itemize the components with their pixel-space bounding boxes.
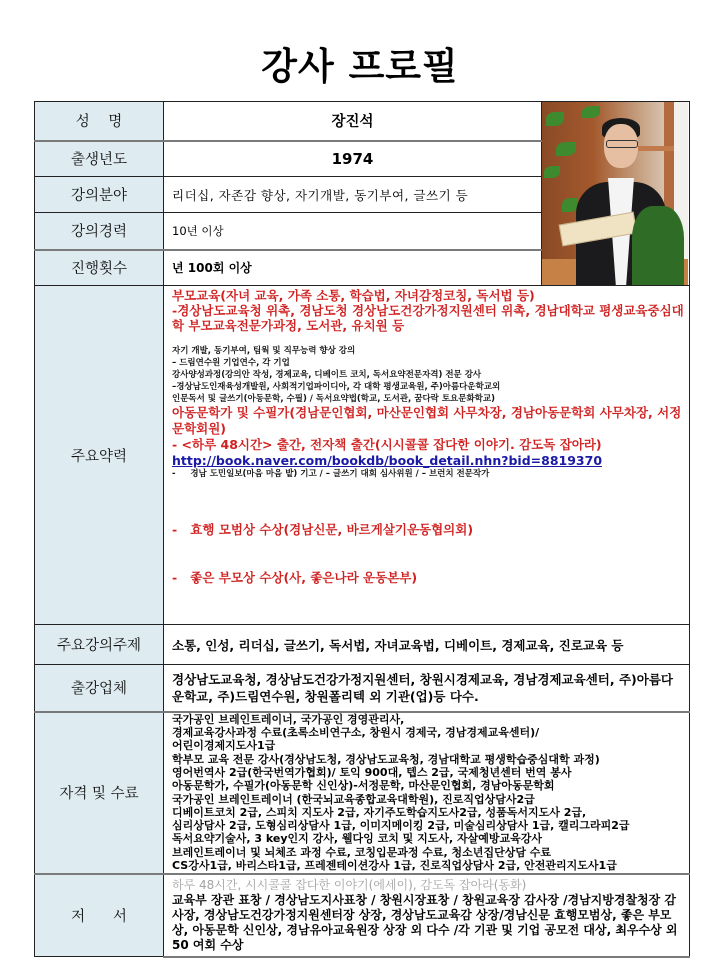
fields-label: 강의분야 xyxy=(35,177,164,213)
qualification-line: CS강사1급, 바리스타1급, 프레젠테이션강사 1급, 진로직업상담사 2급, 안전관리지도사1급 xyxy=(172,858,617,872)
history-line: –경상남도인재육성개발원, 사회적기업파이디아, 각 대학 평생교육원, 주)아름다운학교외 xyxy=(172,382,501,392)
qualification-line: 디베이트코치 2급, 스피치 지도사 2급, 자기주도학습지도사2급, 성품독서지도사 2급, xyxy=(172,805,587,819)
career-value: 10년 이상 xyxy=(164,213,542,250)
history-parent-education xyxy=(172,288,689,333)
qualification-line: 영어번역사 2급(한국번역가협회)/ 토익 900대, 텝스 2급, 국제청년센터 번역 봉사 xyxy=(172,765,572,779)
history-lecture-list xyxy=(172,345,689,405)
history-line: 강사양성과정(강의안 작성, 경제교육, 디베이트 코치, 독서요약전문자격) 전문 강사 xyxy=(172,370,482,380)
history-writer xyxy=(172,405,689,453)
publications-label: 저 서 xyxy=(35,874,164,957)
birth-year-value: 1974 xyxy=(164,141,542,177)
qualification-line: 독서요약기술사, 3 key인지 강사, 웰다잉 코치 및 지도사, 자살예방교육강사 xyxy=(172,832,543,846)
history-line: 아동문학가 및 수필가(경남문인협회, 마산문인협회 사무차장, 경남아동문학회 사무차장, 서정문학회원) xyxy=(172,405,682,436)
row-clients xyxy=(35,665,690,712)
history-line: 자기 개발, 동기부여, 팀웍 및 직무능력 향상 강의 xyxy=(172,346,356,356)
qualification-line: 브레인트레이너 및 뇌체조 과정 수료, 코칭입문과정 수료, 청소년집단상담 수료 xyxy=(172,845,552,859)
topics-label: 주요강의주제 xyxy=(35,625,164,665)
fields-value: 리더십, 자존감 향상, 자기개발, 동기부여, 글쓰기 등 xyxy=(164,177,542,213)
qualifications-value xyxy=(164,712,690,874)
count-label: 진행횟수 xyxy=(35,250,164,286)
award-line: - 효행 모범상 수상(경남신문, 바르게살기운동협의회) xyxy=(172,522,474,537)
page-title: 강사 프로필 xyxy=(261,45,459,88)
name-value: 장진석 xyxy=(164,102,542,141)
qualification-line: 경제교육강사과정 수료(초록소비연구소, 창원시 경제국, 경남경제교육센터)/ xyxy=(172,726,540,740)
photo-cell xyxy=(542,102,690,286)
qualification-line: 어린이경제지도사1급 xyxy=(172,739,276,753)
history-awards xyxy=(172,490,689,618)
history-line: -경상남도교육청 위촉, 경남도청 경상남도건강가정지원센터 위촉, 경남대학교 평생교육중심대학 부모교육전문가과정, 도서관, 유치원 등 xyxy=(172,303,684,333)
qualification-line: 국가공인 브레인트레이너 (한국뇌교육종합교육대학원), 진로직업상담사2급 xyxy=(172,792,535,806)
qualification-line: 국가공인 브레인트레이너, 국가공인 경영관리사, xyxy=(172,712,405,726)
qualification-line: 심리상담사 2급, 도형심리상담사 1급, 이미지메이킹 2급, 미술심리상담사 1급, 캘리그라피2급 xyxy=(172,819,630,833)
history-line: - <하루 48시간> 출간, 전자책 출간(시시콜콜 잡다한 이야기. 감도독 잡아라) xyxy=(172,437,602,452)
name-label: 성 명 xyxy=(35,102,164,141)
row-history xyxy=(35,286,690,625)
topics-value: 소통, 인성, 리더십, 글쓰기, 독서법, 자녀교육법, 디베이트, 경제교육, 진로교육 등 xyxy=(164,625,690,665)
count-value: 년 100회 이상 xyxy=(164,250,542,286)
qualifications-label: 자격 및 수료 xyxy=(35,712,164,874)
instructor-photo xyxy=(542,102,688,285)
qualification-line: 학부모 교육 전문 강사(경상남도청, 경상남도교육청, 경남대학교 평생학습중심대학 과정) xyxy=(172,752,600,766)
row-name xyxy=(35,102,690,141)
career-label: 강의경력 xyxy=(35,213,164,250)
qualification-line: 아동문학가, 수필가(아동문학 신인상)-서정문학, 마산문인협회, 경남아동문학회 xyxy=(172,779,555,793)
birth-year-label: 출생년도 xyxy=(35,141,164,177)
award-line: - 좋은 부모상 수상(사, 좋은나라 운동본부) xyxy=(172,570,418,585)
history-value xyxy=(164,286,690,625)
history-line: – 드림연수원 기업연수, 각 기업 xyxy=(172,358,290,368)
row-qualifications xyxy=(35,712,690,874)
row-publications xyxy=(35,874,690,957)
history-contrib: - 경남 도민일보(마음 마음 밭) 기고 / – 글쓰기 대회 심사위원 / – 브런치 전문작가 xyxy=(172,469,490,479)
publications-books: 하루 48시간, 시시콜콜 잡다한 이야기(에세이), 감도독 잡아라(동화) xyxy=(172,877,527,892)
clients-value: 경상남도교육청, 경상남도건강가정지원센터, 창원시경제교육, 경남경제교육센터, 주)아름다운학교, 주)드림연수원, 창원폴리텍 외 기관(업)등 다수. xyxy=(164,665,690,712)
publications-awards: 교육부 장관 표창 / 경상남도지사표창 / 창원시장표창 / 창원교육장 감사장 /경남지방경찰청장 감사장, 경상남도건강가정지원센터장 상장, 경상남도교육감 상장/경남신문 효행모범상, 좋은 부모상, 아동문학 신인상, 경남유아교육원장 상장 외 다수 /각 기관 및 기업 공모전 대상, 최우수상 외 50 여회 수상 xyxy=(172,892,678,952)
clients-label: 출강업체 xyxy=(35,665,164,712)
history-label: 주요약력 xyxy=(35,286,164,625)
history-line: 인문독서 및 글쓰기(아동문학, 수필) / 독서요약법(학교, 도서관, 꿈다락 토요문화학교) xyxy=(172,394,495,404)
book-link[interactable]: http://book.naver.com/bookdb/book_detail.nhn?bid=8819370 xyxy=(172,453,603,468)
history-line: 부모교육(자녀 교육, 가족 소통, 학습법, 자녀감정코칭, 독서법 등) xyxy=(172,288,535,303)
row-topics xyxy=(35,625,690,665)
publications-value xyxy=(164,874,690,957)
profile-table xyxy=(34,101,690,958)
